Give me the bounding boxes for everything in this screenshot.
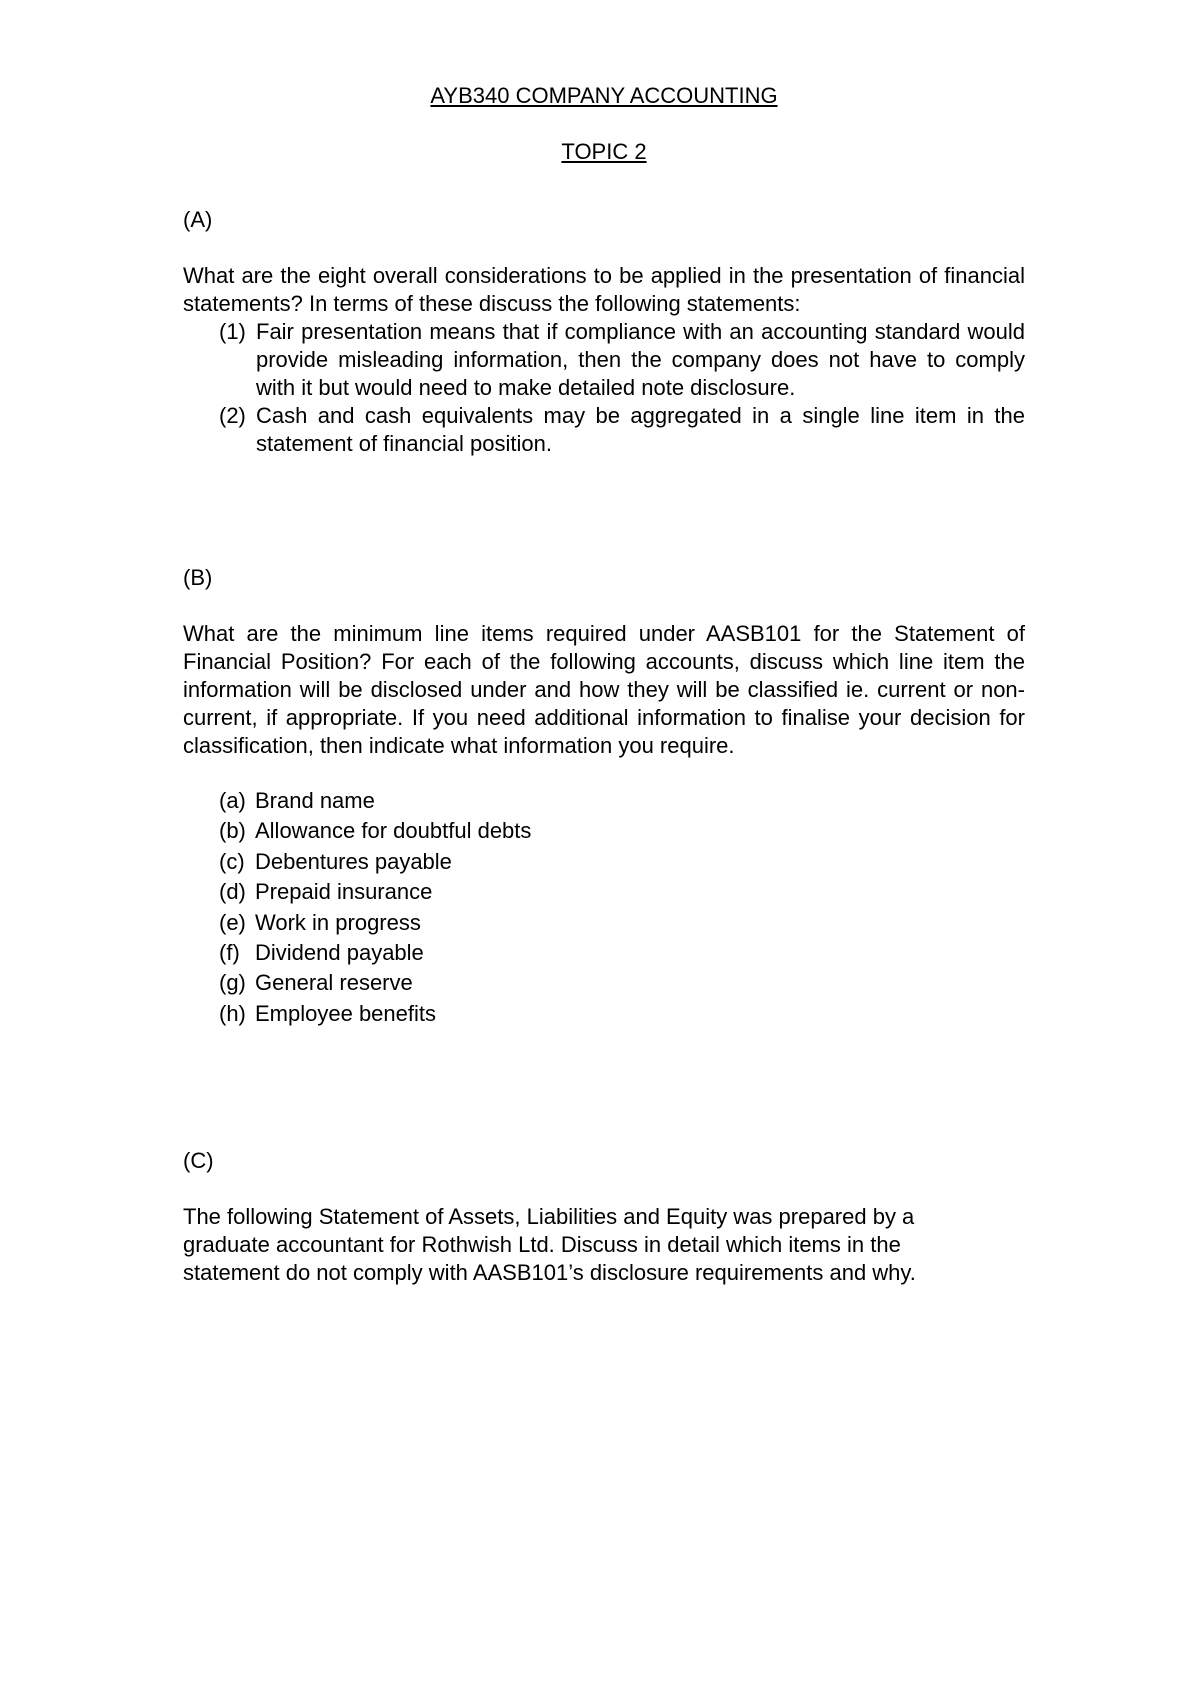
item-letter: (g) [219,970,246,996]
section-a-intro: What are the eight overall considerations to be applied in the presentation of financial statements? In terms of these discuss the following statements: [183,263,1025,316]
section-c [183,1147,1025,1287]
section-c-label: (C) [183,1148,214,1174]
list-item [183,999,1025,1029]
section-b-list [183,786,1025,1029]
item-letter: (a) [219,788,246,813]
section-a-label: (A) [183,207,213,232]
list-item [183,938,1025,968]
list-item [183,877,1025,907]
section-a [183,206,1025,458]
item-text: Fair presentation means that if compliance with an accounting standard would provide misleading information, then the company does not have to comply with it but would need to make detailed note disclosure. [256,319,1025,400]
list-item [183,786,1025,816]
document-page [183,80,1025,1287]
item-text: Cash and cash equivalents may be aggregated in a single line item in the statement of financial position. [256,403,1025,456]
section-c-intro: The following Statement of Assets, Liabilities and Equity was prepared by a graduate accountant for Rothwish Ltd. Discuss in detail which items in the statement do not comply with AASB101’s disclosure requirements and why. [183,1204,916,1286]
item-text: Prepaid insurance [255,879,433,905]
item-text: Debentures payable [255,848,452,874]
item-letter: (c) [219,848,245,874]
item-text: Employee benefits [255,1000,436,1026]
list-item [183,908,1025,938]
item-letter: (d) [219,879,246,905]
section-b-intro: What are the minimum line items required under AASB101 for the Statement of Financial Position? For each of the following accounts, discuss which line item the information will be disclosed under and how they will be classified ie. current or non-current, if appropriate. If you need additional information to finalise your decision for classification, then indicate what information you require. [183,621,1025,758]
item-number: (2) [219,403,246,428]
section-b [183,564,1025,1029]
item-letter: (h) [219,1000,246,1026]
document-title: AYB340 COMPANY ACCOUNTING [430,83,778,108]
item-text: Brand name [255,788,375,813]
item-text: General reserve [255,970,413,996]
item-letter: (e) [219,909,246,935]
list-item [183,847,1025,877]
section-a-list [183,318,1025,458]
list-item [183,816,1025,846]
item-letter: (f) [219,940,240,966]
item-text: Dividend payable [255,940,424,966]
list-item [183,318,1025,402]
section-b-label: (B) [183,565,213,590]
item-text: Allowance for doubtful debts [255,818,532,844]
topic-heading: TOPIC 2 [561,139,647,164]
item-letter: (b) [219,818,246,844]
list-item [183,402,1025,458]
item-number: (1) [219,319,246,344]
item-text: Work in progress [255,909,421,935]
list-item [183,968,1025,998]
